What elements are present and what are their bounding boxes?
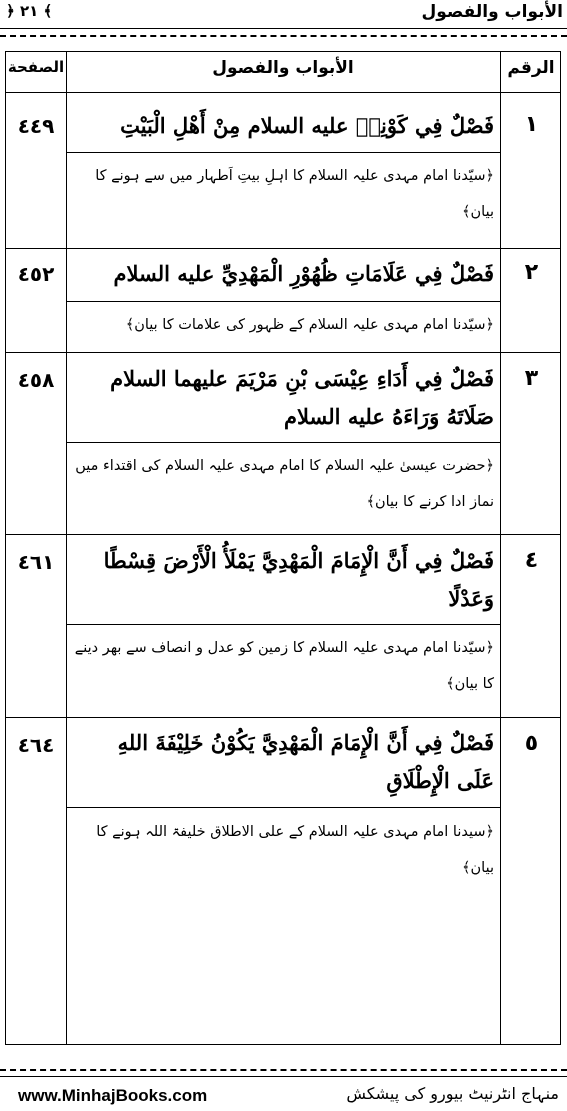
column-divider-number — [500, 52, 501, 1044]
row-number: ٢ — [524, 260, 539, 285]
row-inner-rule — [66, 301, 500, 302]
row-divider — [6, 248, 560, 249]
row-number: ٥ — [524, 731, 539, 756]
header-rule — [0, 28, 567, 29]
row-number: ٣ — [524, 366, 539, 391]
row-page: ٤٦٤ — [17, 733, 55, 757]
column-divider-page — [66, 52, 67, 1044]
page-header — [0, 0, 567, 26]
chapter-desc-urdu: ﴿سیّدنا امام مہدی علیہ السلام کا زمین کو عدل و انصاف سے بھر دینے کا بیان﴾ — [74, 640, 494, 692]
row-divider — [6, 352, 560, 353]
chapter-title-arabic: فَصْلٌ فِي عَلَامَاتِ ظُهُوْرِ الْمَهْدِيِّ عليه السلام — [113, 261, 494, 286]
chapter-title-arabic: فَصْلٌ فِي كَوْنِهٖ عليه السلام مِنْ أَهْلِ الْبَيْتِ — [120, 113, 494, 138]
header-dashed-rule — [0, 35, 567, 37]
chapter-title-arabic: فَصْلٌ فِي أَنَّ الْإِمَامَ الْمَهْدِيَّ يَمْلَأُ الْأَرْضَ قِسْطًا وَعَدْلًا — [103, 548, 494, 611]
chapter-title-arabic: فَصْلٌ فِي أَنَّ الْإِمَامَ الْمَهْدِيَّ يَكُوْنُ خَلِيْفَةَ اللهِ عَلَى الْإِطْلَاقِ — [117, 730, 494, 793]
column-header-number: الرقم — [507, 58, 555, 78]
row-divider — [6, 717, 560, 718]
row-page: ٤٦١ — [17, 550, 55, 574]
row-number: ١ — [524, 112, 539, 137]
row-page: ٤٤٩ — [17, 114, 55, 138]
chapter-desc-urdu: ﴿سیّدنا امام مہدی علیہ السلام کا اہلِ بیتِ اَطہار میں سے ہونے کا بیان﴾ — [95, 168, 494, 220]
row-inner-rule — [66, 624, 500, 625]
column-header-page: الصفحة — [7, 58, 65, 76]
chapter-desc-urdu: ﴿حضرت عیسیٰ علیہ السلام کا امام مہدی علیہ السلام کی اقتداء میں نماز ادا کرنے کا بیان﴾ — [75, 458, 494, 510]
row-inner-rule — [66, 152, 500, 153]
footer-publisher: منہاج انٹرنیٹ بیورو کی پیشکش — [346, 1084, 559, 1103]
footer-dashed-rule — [0, 1069, 567, 1071]
chapter-desc-urdu: ﴿سیدنا امام مہدی علیہ السلام کے علی الاطلاق خلیفۃ اللہ ہونے کا بیان﴾ — [96, 824, 494, 876]
chapter-title-arabic: فَصْلٌ فِي أَدَاءِ عِيْسَى بْنِ مَرْيَمَ عليهما السلام صَلَاتَهُ وَرَاءَهُ عليه السلام — [110, 366, 494, 429]
row-inner-rule — [66, 807, 500, 808]
column-header-chapters: الأبواب والفصول — [212, 58, 354, 78]
header-page-number: ﴿ ٢١ ﴾ — [6, 2, 53, 20]
row-inner-rule — [66, 442, 500, 443]
row-divider — [6, 534, 560, 535]
footer-website-link[interactable]: www.MinhajBooks.com — [18, 1086, 208, 1105]
header-title: الأبواب والفصول — [421, 2, 563, 22]
row-page: ٤٥٨ — [17, 368, 55, 392]
chapter-desc-urdu: ﴿سیّدنا امام مہدی علیہ السلام کے ظہور کی علامات کا بیان﴾ — [125, 317, 494, 333]
row-number: ٤ — [524, 548, 539, 573]
footer-rule — [0, 1076, 567, 1077]
table-header-rule — [6, 92, 560, 93]
row-page: ٤٥٢ — [17, 262, 55, 286]
contents-table — [5, 51, 561, 1045]
